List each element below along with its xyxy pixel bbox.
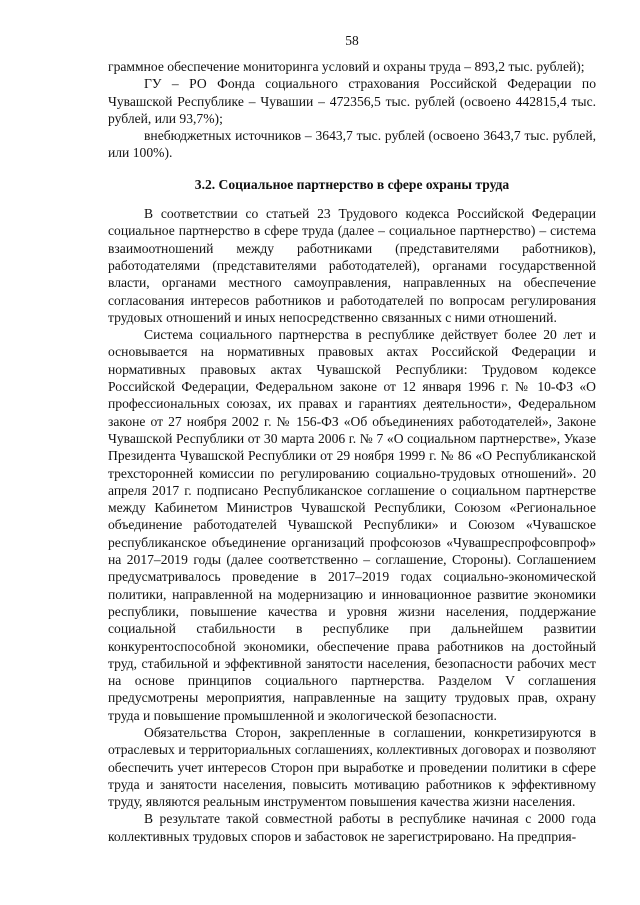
paragraph-funding-continuation: граммное обеспечение мониторинга условий и охраны труда – 893,2 тыс. рублей); [108, 59, 585, 74]
page-number: 58 [345, 33, 359, 48]
section-heading: 3.2. Социальное партнерство в сфере охраны труда [194, 176, 510, 192]
paragraph-extrabudget-funding: внебюджетных источников – 3643,7 тыс. рублей (освоено 3643,7 тыс. рублей, или 100%). [108, 128, 596, 161]
document-page [108, 32, 596, 845]
paragraph-result: В результате такой совместной работы в республике начиная с 2000 года коллективных трудовых споров и забастовок не зарегистрировано. На предприя- [108, 811, 596, 844]
paragraph-obligations: Обязательства Сторон, закрепленные в соглашении, конкретизируются в отраслевых и территориальных соглашениях, коллективных договорах и позволяют обеспечить учет интересов Сторон при выработке и проведении политики в сфере труда и занятости населения, повысить мотивацию работников к эффективному труду, являются реальным инструментом повышения качества жизни населения. [108, 724, 596, 810]
paragraph-definition: В соответствии со статьей 23 Трудового кодекса Российской Федерации социальное партнерство в сфере труда (далее – социальное партнерство) – система взаимоотношений между работниками (представителями работников), работодателями (представителями работодателей), органами государственной власти, органами местного самоуправления, направленных на обеспечение согласования интересов работников и работодателей по вопросам регулирования трудовых отношений и иных непосредственно связанных с ними отношений. [108, 206, 596, 325]
paragraph-partnership-system: Система социального партнерства в республике действует более 20 лет и основывается на нормативных правовых актах Российской Федерации и нормативных правовых актах Чувашской Республики: Трудовом кодексе Российской Федерации, Федеральном законе от 12 января 1996 г. № 10-ФЗ «О профессиональных союзах, их правах и гарантиях деятельности», Федеральном законе от 27 ноября 2002 г. № 156-ФЗ «Об объединениях работодателей», Законе Чувашской Республики от 30 марта 2006 г. № 7 «О социальном партнерстве», Указе Президента Чувашской Республики от 29 ноября 1999 г. № 86 «О Республиканской трехсторонней комиссии по регулированию социально-трудовых отношений». 20 апреля 2017 г. подписано Республиканское соглашение о социальном партнерстве между Кабинетом Министров Чувашской Республики, Союзом «Региональное объединение работодателей Чувашской Республики» и Союзом «Чувашское республиканское объединение организаций профсоюзов «Чувашреспрофсовпроф» на 2017–2019 годы (далее соответственно – соглашение, Стороны). Соглашением предусматривалось проведение в 2017–2019 годах социально-экономической политики, направленной на модернизацию и инновационное развитие экономики республики, повышение качества и уровня жизни населения, поддержание социальной стабильности в республике при дальнейшем развитии конкурентоспособной экономики, обеспечение права работников на достойный труд, стабильной и эффективной занятости населения, безопасности рабочих мест на основе принципов социального партнерства. Разделом V соглашения предусмотрены мероприятия, направленные на защиту трудовых прав, охрану труда и повышение промышленной и экологической безопасности. [108, 327, 596, 723]
paragraph-fss-funding: ГУ – РО Фонда социального страхования Российской Федерации по Чувашской Республике – Чувашии – 472356,5 тыс. рублей (освоено 442815,4 тыс. рублей, или 93,7%); [108, 76, 596, 126]
